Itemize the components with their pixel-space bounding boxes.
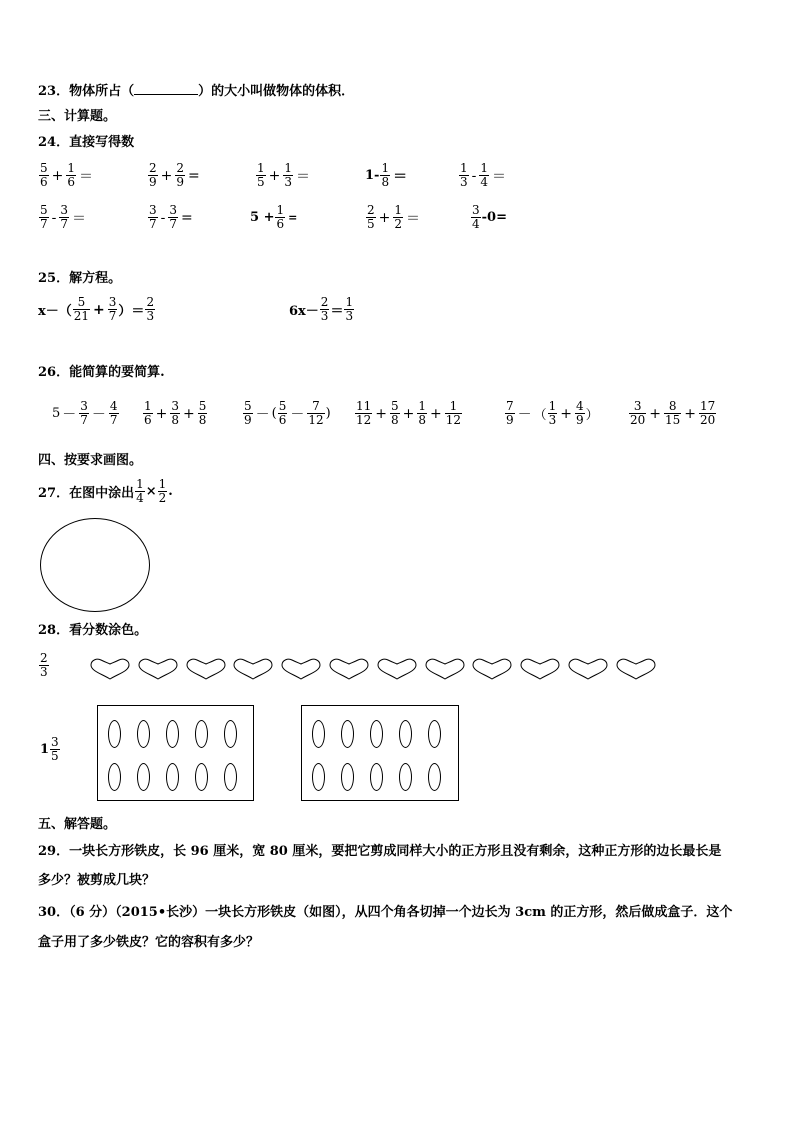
heart-shape[interactable] [233,658,273,684]
oval-shape[interactable] [399,763,412,791]
oval-shape[interactable] [312,720,325,748]
q24-item-4: 1- $\frac{1}{8}$ ＝ [365,161,408,189]
q26-expr-2: $\frac{1}{6}$ + $\frac{3}{8}$ + $\frac{5}{8}$ [144,399,207,427]
heart-shape[interactable] [568,658,608,684]
oval-shape[interactable] [341,763,354,791]
section-5-heading: 五、解答题。 [38,817,117,832]
hearts-row [90,658,656,684]
q24-title: 24．直接写得数 [38,135,135,150]
heart-shape[interactable] [472,658,512,684]
q28-fraction-2-3: $\frac{2}{3}$ [40,651,48,679]
q24-item-5: $\frac{1}{3}$ - $\frac{1}{4}$ ＝ [460,161,507,189]
q25-title: 25．解方程。 [38,271,122,286]
oval-shape[interactable] [166,720,179,748]
heart-shape[interactable] [520,658,560,684]
q24-item-10: $\frac{3}{4}$ -0= [472,203,507,231]
oval-shape[interactable] [370,763,383,791]
heart-shape[interactable] [329,658,369,684]
q24-item-2: $\frac{2}{9}$ + $\frac{2}{9}$ = [149,161,200,189]
oval-shape[interactable] [224,720,237,748]
oval-shape[interactable] [108,720,121,748]
q26-expr-6: $\frac{3}{20}$ + $\frac{8}{15}$ + $\frac{17}{20}$ [630,399,716,427]
oval-shape[interactable] [428,763,441,791]
q26-expr-4: $\frac{11}{12}$ + $\frac{5}{8}$ + $\frac{1}{8}$ + $\frac{1}{12}$ [356,399,462,427]
q27-line: 27．在图中涂出 $\frac{1}{4}$ × $\frac{1}{2}$ . [38,477,173,505]
heart-shape[interactable] [377,658,417,684]
oval-shape[interactable] [166,763,179,791]
answer-blank[interactable] [134,82,198,95]
oval-shape[interactable] [195,763,208,791]
q23-line: 23．物体所占（ ）的大小叫做物体的体积． [38,84,355,99]
q24-item-6: $\frac{5}{7}$ - $\frac{3}{7}$ ＝ [40,203,87,231]
q24-item-9: $\frac{2}{5}$ + $\frac{1}{2}$ ＝ [367,203,421,231]
heart-shape[interactable] [90,658,130,684]
oval-shape[interactable] [428,720,441,748]
q25-equation-1: x－（ $\frac{5}{21}$ + $\frac{3}{7}$ ）＝ $\frac{2}{3}$ [38,295,155,323]
oval-shape[interactable] [370,720,383,748]
q26-expr-3: $\frac{5}{9}$ － ( $\frac{5}{6}$ － $\frac{7}{12}$ ) [244,399,331,427]
q24-item-7: $\frac{3}{7}$ - $\frac{3}{7}$ = [149,203,193,231]
q30-line-2: 盒子用了多少铁皮？它的容积有多少？ [38,935,260,950]
circle-shape[interactable] [40,518,150,612]
q26-expr-5: $\frac{7}{9}$ － （ $\frac{1}{3}$ + $\frac{4}{9}$ ） [506,399,599,427]
heart-shape[interactable] [138,658,178,684]
oval-shape[interactable] [137,720,150,748]
heart-shape[interactable] [616,658,656,684]
heart-shape[interactable] [186,658,226,684]
oval-box-2 [301,705,459,801]
section-4-heading: 四、按要求画图。 [38,453,143,468]
q28-mixed-fraction: 1 $\frac{3}{5}$ [40,735,59,763]
q30-line-1: 30．（6 分）（2015•长沙）一块长方形铁皮（如图），从四个角各切掉一个边长为 3cm 的正方形，然后做成盒子．这个 [38,905,733,920]
heart-shape[interactable] [281,658,321,684]
oval-box-1 [97,705,254,801]
q25-equation-2: 6x－ $\frac{2}{3}$ ＝ $\frac{1}{3}$ [289,295,354,323]
q24-item-8: 5 + $\frac{1}{6}$ = [250,203,298,231]
q29-line-2: 多少？被剪成几块？ [38,873,156,888]
q26-expr-1: 5 － $\frac{3}{7}$ － $\frac{4}{7}$ [52,399,118,427]
oval-shape[interactable] [108,763,121,791]
oval-shape[interactable] [312,763,325,791]
oval-shape[interactable] [195,720,208,748]
q29-line-1: 29．一块长方形铁皮，长 96 厘米，宽 80 厘米，要把它剪成同样大小的正方形且没有剩余，这种正方形的边长最长是 [38,844,722,859]
q24-item-3: $\frac{1}{5}$ + $\frac{1}{3}$ ＝ [257,161,311,189]
oval-shape[interactable] [224,763,237,791]
oval-shape[interactable] [137,763,150,791]
heart-shape[interactable] [425,658,465,684]
q26-title: 26．能简算的要简算. [38,365,165,380]
section-3-heading: 三、计算题。 [38,109,117,124]
q24-item-1: $\frac{5}{6}$ + $\frac{1}{6}$ ＝ [40,161,94,189]
q28-title: 28．看分数涂色。 [38,623,148,638]
oval-shape[interactable] [399,720,412,748]
oval-shape[interactable] [341,720,354,748]
